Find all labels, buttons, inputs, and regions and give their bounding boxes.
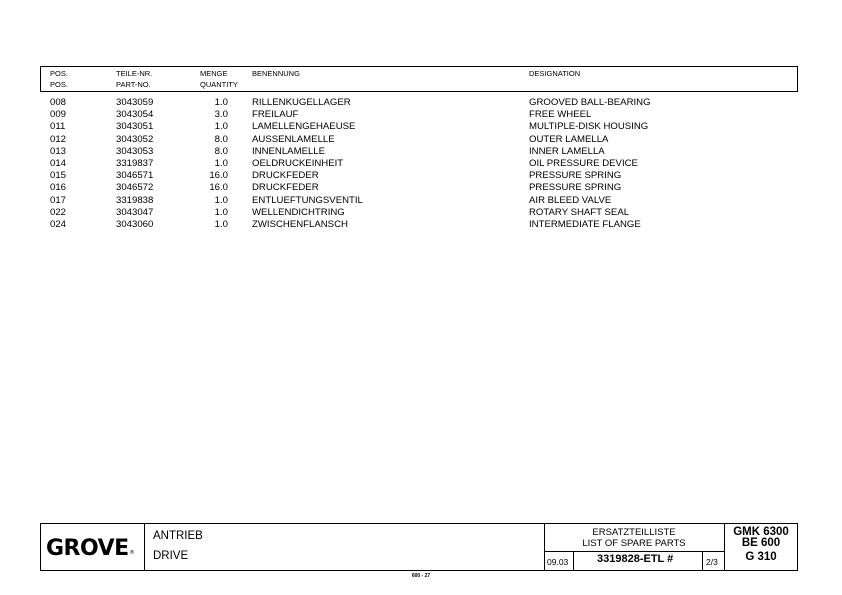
- list-title: [544, 524, 724, 552]
- row-quantity: 16.0: [209, 170, 228, 182]
- table-row: [0, 170, 842, 182]
- row-part-number: 3043051: [116, 121, 154, 133]
- table-row: [0, 121, 842, 133]
- header-pos-de: POS.: [50, 69, 68, 78]
- row-quantity: 1.0: [214, 157, 228, 169]
- row-part-number: 3043054: [116, 109, 154, 121]
- row-name-en: PRESSURE SPRING: [529, 170, 622, 182]
- divider: [573, 551, 574, 570]
- table-row: [0, 219, 842, 231]
- header-part: [116, 68, 152, 90]
- list-title-de: ERSATZTEILLISTE: [592, 527, 676, 538]
- row-name-en: OIL PRESSURE DEVICE: [529, 157, 638, 169]
- row-pos: 009: [50, 109, 67, 121]
- parts-list: [0, 97, 842, 231]
- row-name-de: ENTLUEFTUNGSVENTIL: [252, 194, 363, 206]
- row-name-en: FREE WHEEL: [529, 109, 592, 121]
- table-row: [0, 195, 842, 207]
- table-row: [0, 97, 842, 109]
- row-part-number: 3043052: [116, 133, 154, 145]
- table-row: [0, 182, 842, 194]
- row-quantity: 1.0: [214, 194, 228, 206]
- row-quantity: 1.0: [214, 97, 228, 108]
- row-part-number: 3319838: [116, 194, 154, 206]
- row-pos: 016: [50, 182, 67, 194]
- header-en: DESIGNATION: [529, 69, 581, 78]
- row-pos: 017: [50, 194, 67, 206]
- row-part-number: 3043053: [116, 145, 154, 157]
- row-part-number: 3319837: [116, 157, 154, 169]
- table-row: [0, 207, 842, 219]
- row-pos: 024: [50, 218, 67, 230]
- row-name-en: INTERMEDIATE FLANGE: [529, 218, 641, 230]
- header-pos: [50, 68, 68, 90]
- row-name-en: MULTIPLE-DISK HOUSING: [529, 121, 649, 133]
- row-pos: 022: [50, 206, 67, 218]
- row-quantity: 8.0: [214, 133, 228, 145]
- row-name-en: INNER LAMELLA: [529, 145, 605, 157]
- row-quantity: 1.0: [214, 121, 228, 133]
- divider: [544, 551, 724, 552]
- model-sub: BE 600: [741, 537, 781, 549]
- table-header: [40, 66, 798, 92]
- row-name-de: AUSSENLAMELLE: [252, 133, 335, 145]
- row-pos: 014: [50, 157, 67, 169]
- divider: [702, 551, 703, 570]
- document-number: 3319828-ETL #: [597, 553, 674, 565]
- row-name-de: WELLENDICHTRING: [252, 206, 345, 218]
- row-pos: 012: [50, 133, 67, 145]
- list-title-en: LIST OF SPARE PARTS: [582, 538, 686, 549]
- logo-text: GROVE: [46, 535, 129, 561]
- model-block: [725, 527, 797, 563]
- row-name-de: DRUCKFEDER: [252, 182, 319, 194]
- row-pos: 011: [50, 121, 66, 133]
- group: G 310: [745, 551, 777, 563]
- row-name-de: INNENLAMELLE: [252, 145, 326, 157]
- model: GMK 6300: [733, 526, 789, 538]
- row-pos: 015: [50, 170, 67, 182]
- row-name-en: OUTER LAMELLA: [529, 133, 609, 145]
- row-pos: 008: [50, 97, 67, 108]
- date: 09.03: [547, 557, 569, 567]
- row-name-de: OELDRUCKEINHEIT: [252, 157, 344, 169]
- logo-mark: ®: [129, 550, 135, 556]
- divider: [144, 524, 145, 570]
- header-pos-en: POS.: [50, 80, 68, 89]
- header-part-en: PART-NO.: [116, 80, 151, 89]
- table-row: [0, 158, 842, 170]
- row-part-number: 3043059: [116, 97, 154, 108]
- title-de: ANTRIEB: [153, 530, 203, 542]
- row-pos: 013: [50, 145, 67, 157]
- row-quantity: 1.0: [214, 206, 228, 218]
- row-name-de: DRUCKFEDER: [252, 170, 319, 182]
- header-qty: [200, 68, 238, 90]
- row-quantity: 1.0: [214, 218, 228, 230]
- row-quantity: 8.0: [214, 145, 228, 157]
- title-block: [40, 523, 798, 571]
- row-name-de: LAMELLENGEHAEUSE: [252, 121, 356, 133]
- page-reference: 600 - 27: [411, 573, 431, 579]
- row-quantity: 3.0: [214, 109, 228, 121]
- table-row: [0, 134, 842, 146]
- table-row: [0, 109, 842, 121]
- table-row: [0, 146, 842, 158]
- row-name-de: ZWISCHENFLANSCH: [252, 218, 348, 230]
- row-part-number: 3046571: [116, 170, 154, 182]
- header-part-de: TEILE-NR.: [116, 69, 153, 78]
- row-part-number: 3043047: [116, 206, 154, 218]
- row-part-number: 3046572: [116, 182, 154, 194]
- grove-logo: [46, 532, 140, 564]
- header-qty-de: MENGE: [200, 69, 228, 78]
- title-en: DRIVE: [153, 550, 189, 562]
- row-name-de: RILLENKUGELLAGER: [252, 97, 351, 108]
- row-part-number: 3043060: [116, 218, 154, 230]
- row-name-en: PRESSURE SPRING: [529, 182, 622, 194]
- row-name-de: FREILAUF: [252, 109, 299, 121]
- header-qty-en: QUANTITY: [200, 80, 238, 89]
- row-name-en: GROOVED BALL-BEARING: [529, 97, 651, 108]
- row-name-en: ROTARY SHAFT SEAL: [529, 206, 630, 218]
- header-de: BENENNUNG: [252, 69, 300, 78]
- row-name-en: AIR BLEED VALVE: [529, 194, 612, 206]
- sheet-number: 2/3: [706, 557, 718, 567]
- row-quantity: 16.0: [209, 182, 228, 194]
